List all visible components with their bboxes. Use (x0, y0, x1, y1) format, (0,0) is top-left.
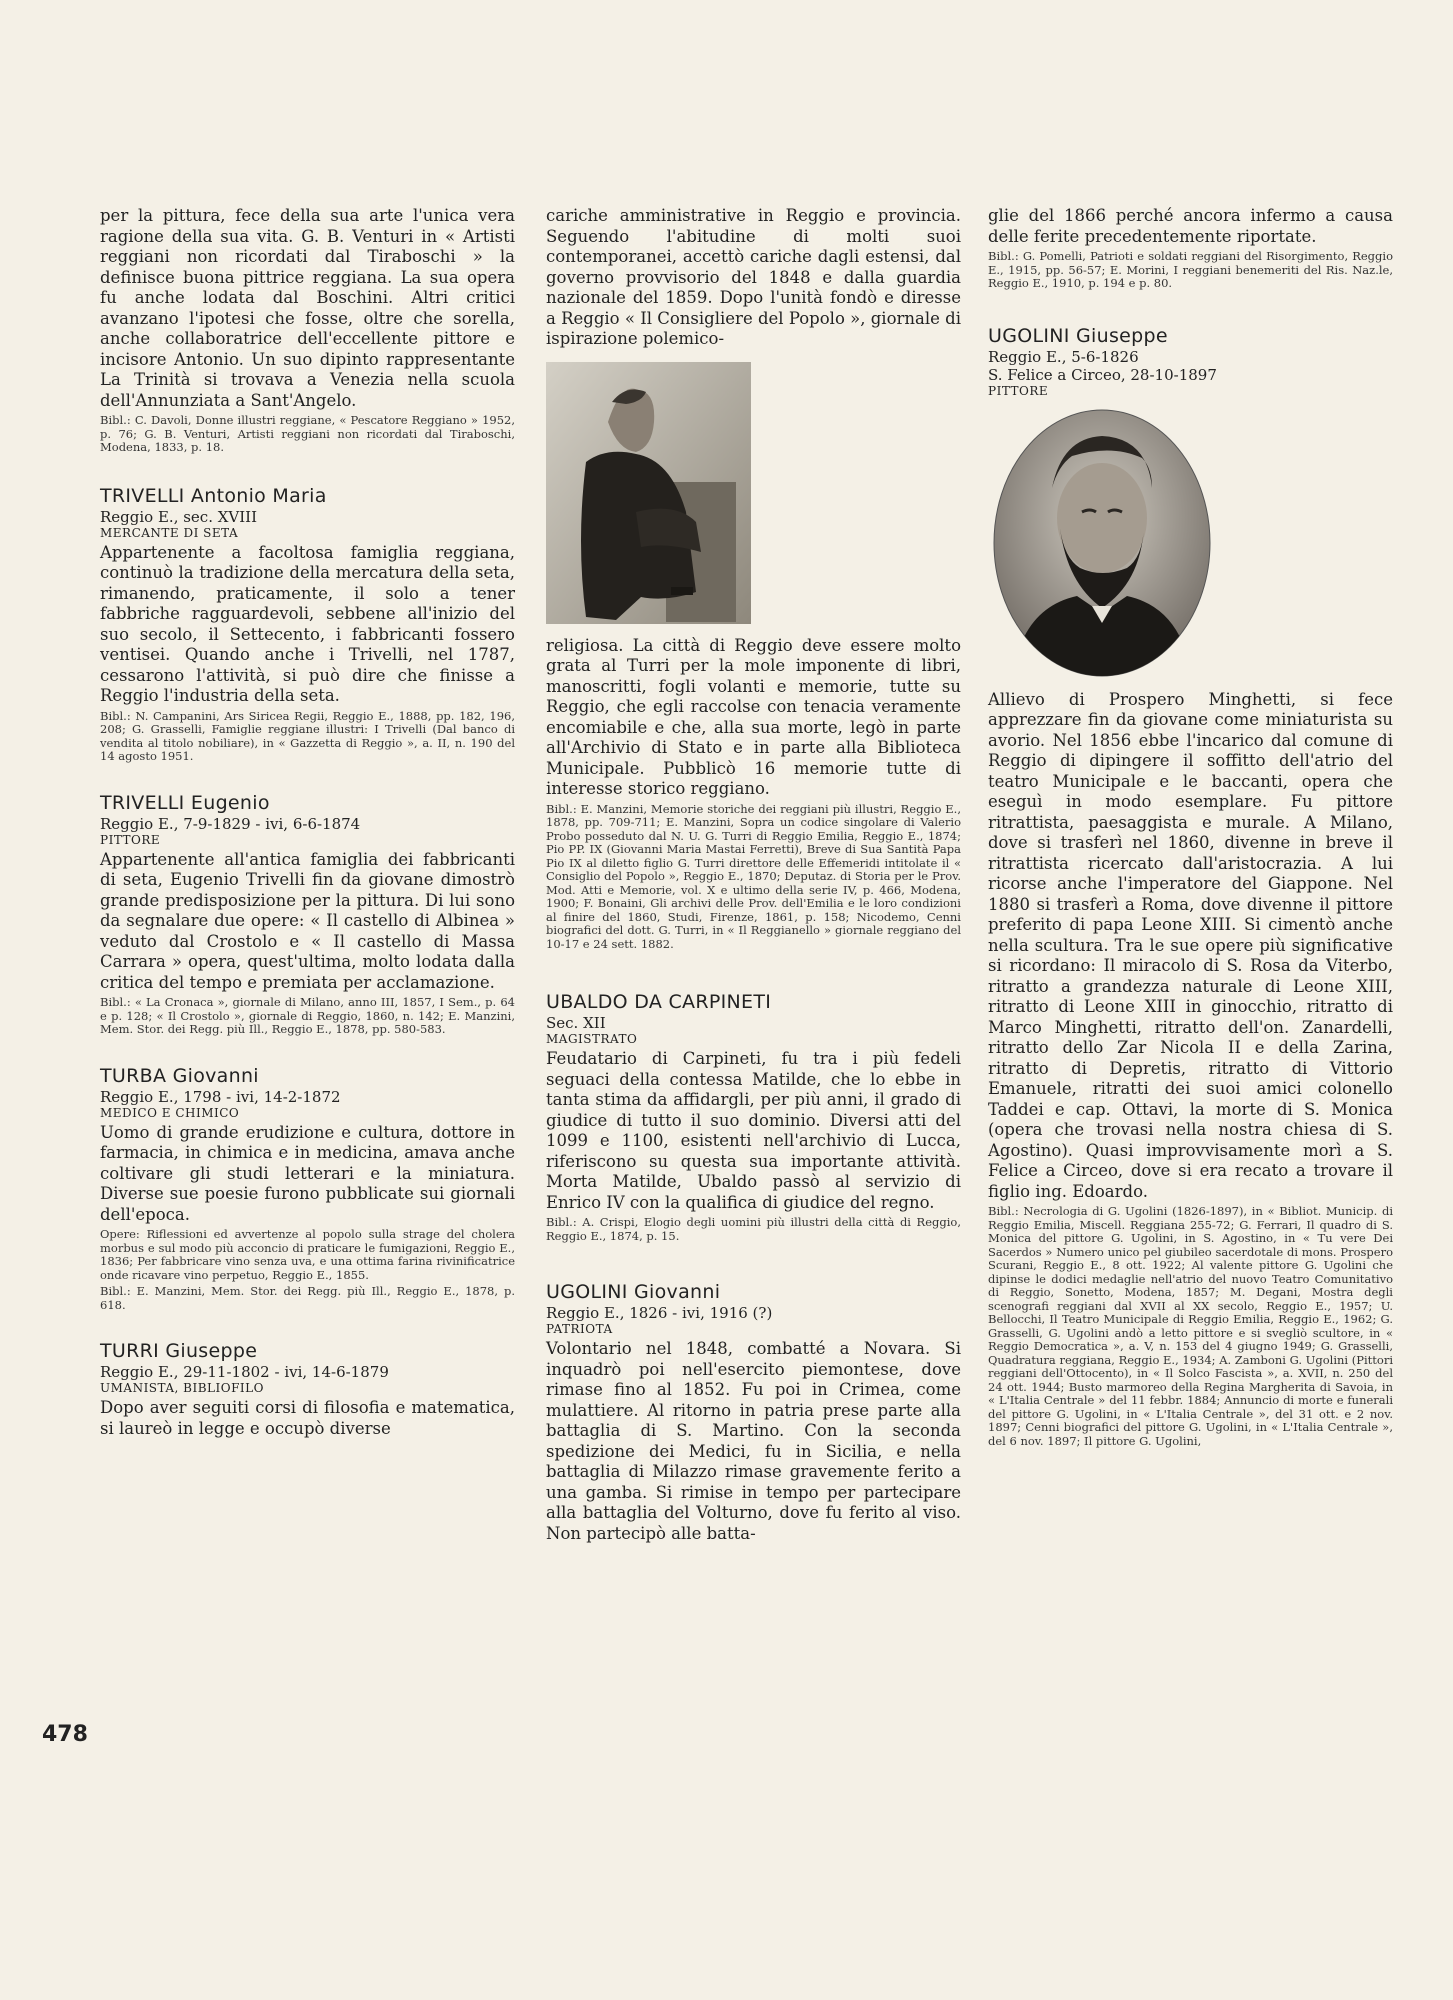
entry-trivelli-eugenio (100, 792, 515, 1037)
entry-text: Volontario nel 1848, combatté a Novara. Si inquadrò poi nell'esercito piemontese, dove rimase fino al 1852. Fu poi in Crimea, come mulattiere. Al ritorno in patria prese parte alla battaglia di S. Martino. Con la seconda spedizione dei Medici, fu in Sicilia, e nella battaglia di Milazzo rimase gravemente ferito a una gamba. Si rimise in tempo per partecipare alla battaglia del Volturno, dove fu ferito al viso. Non partecipò alle batta- (546, 1339, 961, 1543)
entry-continuation-text: glie del 1866 perché ancora infermo a causa delle ferite precedentemente riportate. (988, 206, 1393, 246)
entry-name: TRIVELLI Eugenio (100, 791, 270, 814)
entry-role: MEDICO E CHIMICO (100, 1105, 240, 1120)
entry-name: UGOLINI Giovanni (546, 1281, 721, 1303)
entry-text: Uomo di grande erudizione e cultura, dottore in farmacia, in chimica e in medicina, amava anche coltivare gli studi letterari e la miniatura. Diverse sue poesie furono pubblicate sui giornali dell'epoca. (100, 1122, 515, 1224)
entry-name: UBALDO DA CARPINETI (546, 991, 772, 1013)
entry-name: TURRI Giuseppe (100, 1340, 258, 1362)
entry-bibliography: Bibl.: N. Campanini, Ars Siricea Regii, Reggio E., 1888, pp. 182, 196, 208; G. Grasselli, Famiglie reggiane illustri: I Trivelli (Dal banco di vendita al titolo nobiliare), in « Gazzetta di Reggio », a. II, n. 190 del 14 agosto 1951. (100, 708, 515, 763)
entry-text: Allievo di Prospero Minghetti, si fece apprezzare fin da giovane come miniaturista su avorio. Nel 1856 ebbe l'incarico dal comune di Reggio di dipingere il soffitto dell'atrio del teatro Municipale e le baccanti, opera che eseguì in modo esemplare. Fu pittore ritrattista, paesaggista e murale. A Milano, dove si trasferì nel 1860, divenne in breve il ritrattista ricercato dall'aristocrazia. A lui ricorse anche l'imperatore del Giappone. Nel 1880 si trasferì a Roma, dove divenne il pittore preferito di papa Leone XIII. Si cimentò anche nella scultura. Tra le sue opere più significative si ricordano: Il miracolo di S. Rosa da Viterbo, ritratto a grandezza naturale di Leone XIII, ritratto di Leone XIII in ginocchio, ritratto di Marco Minghetti, ritratto dell'on. Zanardelli, ritratto dello Zar Nicola II e della Zarina, ritratto di Depretis, ritratto di Vittorio Emanuele, ritratti dei suoi amici colonello Taddei e cap. Ottavi, la morte di S. Monica (opera che trovasi nella nostra chiesa di S. Agostino). Quasi improvvisamente morì a S. Felice a Circeo, dove si era recato a trovare il figlio ing. Edoardo. (988, 689, 1393, 1201)
entry-ugolini-giovanni (546, 1281, 961, 1544)
entry-continuation-text: cariche amministrative in Reggio e provincia. Seguendo l'abitudine di molti suoi contemporanei, accettò cariche dagli estensi, dal governo provvisorio del 1848 e dalla guardia nazionale del 1859. Dopo l'unità fondò e diresse a Reggio « Il Consigliere del Popolo », giornale di ispirazione polemico- (546, 206, 961, 348)
entry-role: PATRIOTA (546, 1322, 613, 1336)
entry-text: Appartenente a facoltosa famiglia reggiana, continuò la tradizione della mercatura della seta, rimanendo, praticamente, il solo a tener fabbriche ragguardevoli, sebbene all'inizio del suo secolo, il Settecento, i fabbricanti fossero ventisei. Quando anche i Trivelli, nel 1787, cessarono l'attività, si può dire che finisse a Reggio l'industria della seta. (100, 542, 515, 705)
entry-ugolini-giuseppe (988, 325, 1393, 1449)
entry-dates: Reggio E., 7-9-1829 - ivi, 6-6-1874 (100, 814, 361, 833)
portrait-photo-ugolini (992, 408, 1212, 678)
entry-role: PITTORE (988, 383, 1049, 398)
entry-role: UMANISTA, BIBLIOFILO (100, 1381, 264, 1395)
entry-name: TRIVELLI Antonio Maria (100, 484, 327, 507)
entry-dates: Reggio E., 1798 - ivi, 14-2-1872 (100, 1087, 341, 1106)
entry-continuation-bibliography: Bibl.: E. Manzini, Memorie storiche dei reggiani più illustri, Reggio E., 1878, pp. 709-711; E. Manzini, Sopra un codice singolare di Valerio Probo posseduto dal N. U. G. Turri di Reggio Emilia, Reggio E., 1874; Pio PP. IX (Giovanni Maria Mastai Ferretti), Breve di Sua Santità Papa Pio IX al diletto figlio G. Turri direttore delle Effemeridi intitolate il « Consiglio del Popolo », Reggio E., 1870; Deputaz. di Storia per le Prov. Mod. Atti e Memorie, vol. X e ultimo della serie IV, p. 466, Modena, 1900; F. Bonaini, Gli archivi delle Prov. dell'Emilia e le loro condizioni al finire del 1860, Studi, Firenze, 1861, p. 158; Nicodemo, Cenni biografici del dott. G. Turri, in « Il Reggianello » giornale reggiano del 10-17 e 24 sett. 1882. (546, 801, 961, 951)
page-number: 478 (42, 1722, 88, 1747)
entry-ubaldo-da-carpineti (546, 991, 961, 1243)
entry-dates: Reggio E., sec. XVIII (100, 507, 258, 526)
column-1 (100, 206, 515, 1439)
entry-bibliography: Bibl.: E. Manzini, Mem. Stor. dei Regg. più Ill., Reggio E., 1878, p. 618. (100, 1284, 515, 1312)
entry-trivelli-antonio (100, 485, 515, 764)
entry-role: MAGISTRATO (546, 1032, 638, 1046)
entry-text: Feudatario di Carpineti, fu tra i più fedeli seguaci della contessa Matilde, che lo ebbe in tanta stima da affidargli, per più anni, il grado di giudice di tutto il suo dominio. Diversi atti del 1099 e 1100, esistenti nell'archivio di Lucca, riferiscono su questa sua importante attività. Morta Matilde, Ubaldo passò al servizio di Enrico IV con la qualifica di giudice del regno. (546, 1049, 961, 1212)
entry-turri-giuseppe (100, 1340, 515, 1439)
entry-bibliography: Bibl.: A. Crispi, Elogio degli uomini più illustri della città di Reggio, Reggio E., 1874, p. 15. (546, 1215, 961, 1243)
entry-dates: Sec. XII (546, 1014, 606, 1032)
entry-continuation-bibliography: Bibl.: G. Pomelli, Patrioti e soldati reggiani del Risorgimento, Reggio E., 1915, pp. 56-57; E. Morini, I reggiani benemeriti del Ris. Naz.le, Reggio E., 1910, p. 194 e p. 80. (988, 249, 1393, 290)
entry-birth: Reggio E., 5-6-1826 (988, 347, 1139, 366)
entry-name: TURBA Giovanni (100, 1064, 259, 1087)
entry-turba-giovanni (100, 1065, 515, 1313)
entry-role: PITTORE (100, 832, 161, 847)
entry-continuation-text: per la pittura, fece della sua arte l'unica vera ragione della sua vita. G. B. Venturi in « Artisti reggiani non ricordati dal Tiraboschi » la definisce buona pittrice reggiana. La sua opera fu anche lodata dal Boschini. Altri critici avanzano l'ipotesi che fosse, oltre che sorella, anche collaboratrice dell'eccellente pittore e incisore Antonio. Un suo dipinto rappresentante La Trinità si trovava a Venezia nella scuola dell'Annunziata a Sant'Angelo. (100, 206, 515, 410)
entry-continuation-bibliography: Bibl.: C. Davoli, Donne illustri reggiane, « Pescatore Reggiano » 1952, p. 76; G. B. Venturi, Artisti reggiani non ricordati dal Tiraboschi, Modena, 1833, p. 18. (100, 413, 515, 454)
column-3 (988, 206, 1393, 1448)
portrait-photo-turri (546, 362, 751, 624)
entry-role: MERCANTE DI SETA (100, 525, 239, 540)
entry-continuation-text-2: religiosa. La città di Reggio deve essere molto grata al Turri per la mole imponente di libri, manoscritti, fogli volanti e memorie, tutte su Reggio, che egli raccolse con tenacia veramente encomiabile e che, alla sua morte, legò in parte all'Archivio di Stato e in parte alla Biblioteca Municipale. Pubblicò 16 memorie tutte di interesse storico reggiano. (546, 635, 961, 798)
entry-name: UGOLINI Giuseppe (988, 324, 1168, 347)
entry-bibliography: Bibl.: « La Cronaca », giornale di Milano, anno III, 1857, I Sem., p. 64 e p. 128; « Il Crostolo », giornale di Reggio, 1860, n. 142; E. Manzini, Mem. Stor. dei Regg. più Ill., Reggio E., 1878, pp. 580-583. (100, 995, 515, 1036)
entry-text: Dopo aver seguiti corsi di filosofia e matematica, si laureò in legge e occupò diverse (100, 1398, 515, 1438)
entry-text: Appartenente all'antica famiglia dei fabbricanti di seta, Eugenio Trivelli fin da giovane dimostrò grande predisposizione per la pittura. Di lui sono da segnalare due opere: « Il castello di Albinea » veduto dal Crostolo e « Il castello di Massa Carrara » opera, quest'ultima, molto lodata dalla critica del tempo e premiata per acclamazione. (100, 849, 515, 992)
entry-death: S. Felice a Circeo, 28-10-1897 (988, 365, 1217, 384)
entry-works: Opere: Riflessioni ed avvertenze al popolo sulla strage del cholera morbus e sul modo più acconcio di praticare le fumigazioni, Reggio E., 1836; Per fabbricare vino senza uva, e una ottima farina rivinificatrice onde ricavare vino perpetuo, Reggio E., 1855. (100, 1227, 515, 1282)
entry-dates: Reggio E., 1826 - ivi, 1916 (?) (546, 1304, 773, 1322)
entry-dates: Reggio E., 29-11-1802 - ivi, 14-6-1879 (100, 1363, 389, 1381)
entry-bibliography: Bibl.: Necrologia di G. Ugolini (1826-1897), in « Bibliot. Municip. di Reggio Emilia, Miscell. Reggiana 255-72; G. Ferrari, Il quadro di S. Monica del pittore G. Ugolini, in S. Agostino, in « Tu vere Dei Sacerdos » Numero unico pel giubileo sacerdotale di mons. Prospero Scurani, Reggio E., 8 ott. 1922; Al valente pittore G. Ugolini che dipinse le dodici medaglie nell'atrio del nuovo Teatro Comunitativo di Reggio, Sonetto, Modena, 1857; M. Degani, Mostra degli scenografi reggiani dal XVII al XX secolo, Reggio E., 1957; U. Bellocchi, Il Teatro Municipale di Reggio Emilia, Reggio E., 1962; G. Grasselli, G. Ugolini andò a letto pittore e si svegliò scultore, in « Reggio Democratica », a. V, n. 153 del 4 giugno 1949; G. Grasselli, Quadratura reggiana, Reggio E., 1934; A. Zamboni G. Ugolini (Pittori reggiani dell'Ottocento), in « Il Solco Fascista », a. XVII, n. 250 del 24 ott. 1944; Busto marmoreo della Regina Margherita di Savoia, in « L'Italia Centrale » del 11 febbr. 1884; Annuncio di morte e funerali del pittore G. Ugolini, in « L'Italia Centrale », del 31 ott. e 2 nov. 1897; Cenni biografici del pittore G. Ugolini, in « L'Italia Centrale », del 6 nov. 1897; Il pittore G. Ugolini, (988, 1204, 1393, 1448)
column-2 (546, 206, 961, 1544)
